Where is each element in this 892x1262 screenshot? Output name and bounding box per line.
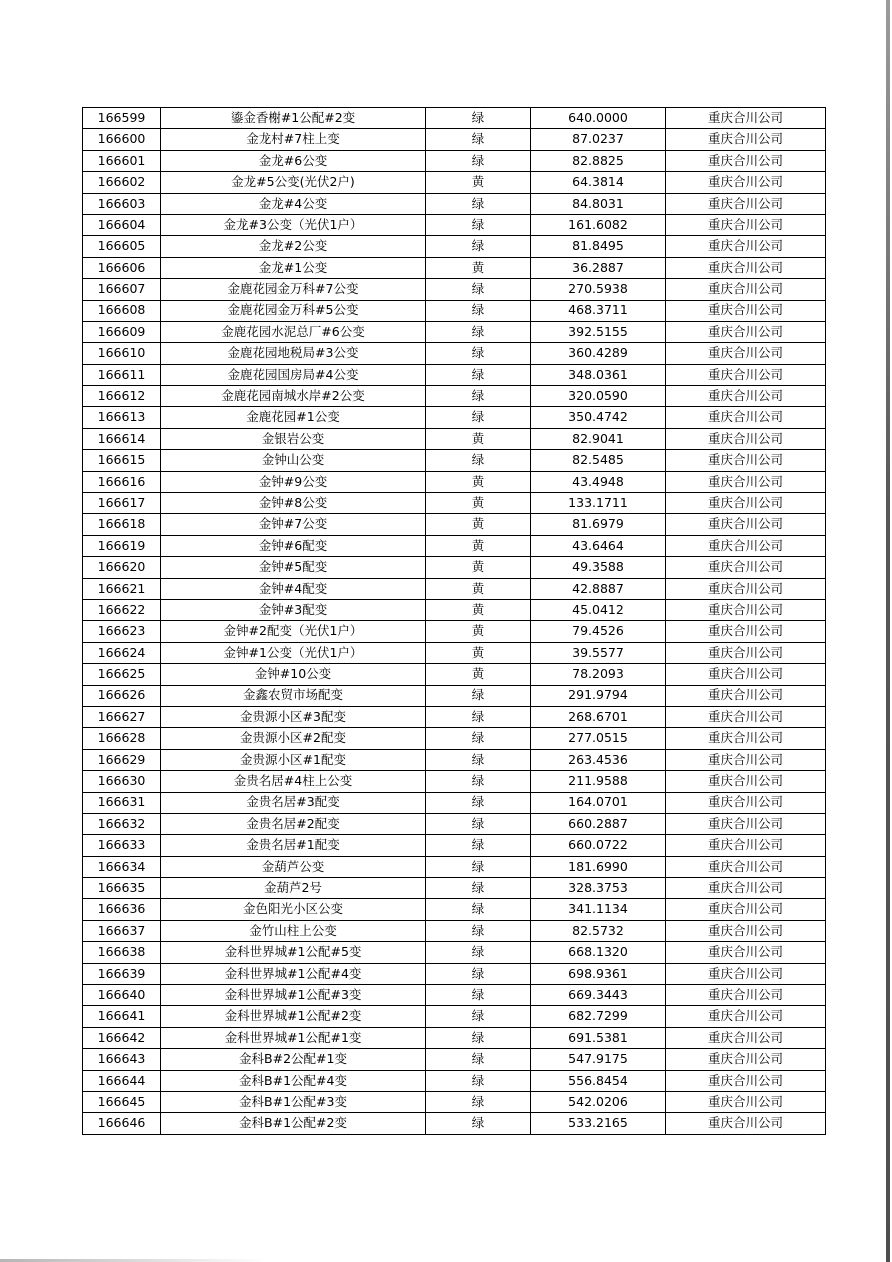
row-name-cell: 鎏金香榭#1公配#2变: [161, 108, 426, 129]
row-name-cell: 金钟山公变: [161, 450, 426, 471]
row-status-cell: 绿: [426, 1113, 531, 1134]
row-company-cell: 重庆合川公司: [666, 514, 826, 535]
row-name-cell: 金贵名居#2配变: [161, 813, 426, 834]
row-company-cell: 重庆合川公司: [666, 129, 826, 150]
row-id-cell: 166637: [83, 920, 161, 941]
row-company-cell: 重庆合川公司: [666, 1070, 826, 1091]
table-row: [83, 1070, 826, 1091]
row-company-cell: 重庆合川公司: [666, 1091, 826, 1112]
table-row: [83, 685, 826, 706]
row-company-cell: 重庆合川公司: [666, 493, 826, 514]
row-id-cell: 166602: [83, 172, 161, 193]
row-value-cell: 263.4536: [531, 749, 666, 770]
row-status-cell: 绿: [426, 129, 531, 150]
row-company-cell: 重庆合川公司: [666, 749, 826, 770]
table-row: [83, 1006, 826, 1027]
row-name-cell: 金竹山柱上公变: [161, 920, 426, 941]
row-status-cell: 绿: [426, 364, 531, 385]
row-id-cell: 166612: [83, 386, 161, 407]
row-name-cell: 金钟#9公变: [161, 471, 426, 492]
row-id-cell: 166613: [83, 407, 161, 428]
row-id-cell: 166629: [83, 749, 161, 770]
table-row: [83, 108, 826, 129]
row-company-cell: 重庆合川公司: [666, 557, 826, 578]
table-row: [83, 706, 826, 727]
row-status-cell: 绿: [426, 300, 531, 321]
row-status-cell: 绿: [426, 450, 531, 471]
table-row: [83, 386, 826, 407]
row-name-cell: 金鹿花园国房局#4公变: [161, 364, 426, 385]
table-row: [83, 493, 826, 514]
row-name-cell: 金鹿花园#1公变: [161, 407, 426, 428]
row-company-cell: 重庆合川公司: [666, 1027, 826, 1048]
row-company-cell: 重庆合川公司: [666, 578, 826, 599]
row-name-cell: 金葫芦公变: [161, 856, 426, 877]
row-id-cell: 166626: [83, 685, 161, 706]
row-id-cell: 166606: [83, 257, 161, 278]
row-value-cell: 660.0722: [531, 835, 666, 856]
row-company-cell: 重庆合川公司: [666, 257, 826, 278]
row-status-cell: 绿: [426, 771, 531, 792]
row-status-cell: 绿: [426, 899, 531, 920]
row-id-cell: 166614: [83, 428, 161, 449]
row-value-cell: 350.4742: [531, 407, 666, 428]
row-company-cell: 重庆合川公司: [666, 706, 826, 727]
row-value-cell: 533.2165: [531, 1113, 666, 1134]
row-status-cell: 绿: [426, 1049, 531, 1070]
row-status-cell: 绿: [426, 749, 531, 770]
row-company-cell: 重庆合川公司: [666, 471, 826, 492]
row-status-cell: 绿: [426, 963, 531, 984]
row-id-cell: 166630: [83, 771, 161, 792]
row-name-cell: 金龙#3公变（光伏1户）: [161, 214, 426, 235]
row-value-cell: 698.9361: [531, 963, 666, 984]
row-id-cell: 166615: [83, 450, 161, 471]
row-name-cell: 金科B#1公配#2变: [161, 1113, 426, 1134]
row-company-cell: 重庆合川公司: [666, 386, 826, 407]
row-name-cell: 金科B#1公配#3变: [161, 1091, 426, 1112]
row-id-cell: 166620: [83, 557, 161, 578]
table-row: [83, 899, 826, 920]
table-row: [83, 214, 826, 235]
table-row: [83, 813, 826, 834]
row-company-cell: 重庆合川公司: [666, 108, 826, 129]
row-value-cell: 360.4289: [531, 343, 666, 364]
table-row: [83, 279, 826, 300]
table-row: [83, 193, 826, 214]
row-id-cell: 166642: [83, 1027, 161, 1048]
row-value-cell: 268.6701: [531, 706, 666, 727]
row-status-cell: 绿: [426, 835, 531, 856]
row-name-cell: 金银岩公变: [161, 428, 426, 449]
row-name-cell: 金钟#6配变: [161, 535, 426, 556]
row-company-cell: 重庆合川公司: [666, 300, 826, 321]
table-row: [83, 642, 826, 663]
table-row: [83, 835, 826, 856]
row-status-cell: 黄: [426, 172, 531, 193]
row-status-cell: 绿: [426, 685, 531, 706]
row-status-cell: 绿: [426, 214, 531, 235]
row-name-cell: 金钟#7公变: [161, 514, 426, 535]
table-row: [83, 985, 826, 1006]
row-status-cell: 绿: [426, 108, 531, 129]
row-name-cell: 金钟#5配变: [161, 557, 426, 578]
row-status-cell: 绿: [426, 343, 531, 364]
row-id-cell: 166627: [83, 706, 161, 727]
row-value-cell: 133.1711: [531, 493, 666, 514]
row-company-cell: 重庆合川公司: [666, 343, 826, 364]
table-row: [83, 236, 826, 257]
row-value-cell: 49.3588: [531, 557, 666, 578]
row-id-cell: 166624: [83, 642, 161, 663]
row-value-cell: 82.9041: [531, 428, 666, 449]
row-name-cell: 金龙#1公变: [161, 257, 426, 278]
row-id-cell: 166622: [83, 599, 161, 620]
row-status-cell: 绿: [426, 1070, 531, 1091]
row-status-cell: 绿: [426, 856, 531, 877]
row-name-cell: 金贵源小区#2配变: [161, 728, 426, 749]
row-name-cell: 金科世界城#1公配#2变: [161, 1006, 426, 1027]
row-name-cell: 金钟#10公变: [161, 664, 426, 685]
row-company-cell: 重庆合川公司: [666, 856, 826, 877]
table-row: [83, 792, 826, 813]
table-row: [83, 257, 826, 278]
row-value-cell: 320.0590: [531, 386, 666, 407]
row-name-cell: 金钟#3配变: [161, 599, 426, 620]
row-value-cell: 682.7299: [531, 1006, 666, 1027]
row-status-cell: 绿: [426, 706, 531, 727]
row-name-cell: 金龙#4公变: [161, 193, 426, 214]
row-id-cell: 166623: [83, 621, 161, 642]
table-row: [83, 878, 826, 899]
row-id-cell: 166608: [83, 300, 161, 321]
row-name-cell: 金龙#2公变: [161, 236, 426, 257]
row-company-cell: 重庆合川公司: [666, 942, 826, 963]
row-id-cell: 166607: [83, 279, 161, 300]
row-value-cell: 270.5938: [531, 279, 666, 300]
row-value-cell: 82.5485: [531, 450, 666, 471]
row-value-cell: 43.6464: [531, 535, 666, 556]
table-row: [83, 450, 826, 471]
row-id-cell: 166604: [83, 214, 161, 235]
row-company-cell: 重庆合川公司: [666, 407, 826, 428]
row-value-cell: 542.0206: [531, 1091, 666, 1112]
row-id-cell: 166619: [83, 535, 161, 556]
table-body: [83, 108, 826, 1135]
row-id-cell: 166605: [83, 236, 161, 257]
row-status-cell: 黄: [426, 557, 531, 578]
row-status-cell: 绿: [426, 792, 531, 813]
row-name-cell: 金钟#8公变: [161, 493, 426, 514]
row-company-cell: 重庆合川公司: [666, 920, 826, 941]
row-company-cell: 重庆合川公司: [666, 664, 826, 685]
row-id-cell: 166611: [83, 364, 161, 385]
row-company-cell: 重庆合川公司: [666, 428, 826, 449]
row-company-cell: 重庆合川公司: [666, 685, 826, 706]
table-row: [83, 150, 826, 171]
row-status-cell: 绿: [426, 878, 531, 899]
row-status-cell: 黄: [426, 642, 531, 663]
row-id-cell: 166633: [83, 835, 161, 856]
row-name-cell: 金贵名居#3配变: [161, 792, 426, 813]
row-id-cell: 166645: [83, 1091, 161, 1112]
row-id-cell: 166599: [83, 108, 161, 129]
row-name-cell: 金钟#1公变（光伏1户）: [161, 642, 426, 663]
row-company-cell: 重庆合川公司: [666, 835, 826, 856]
row-company-cell: 重庆合川公司: [666, 771, 826, 792]
row-id-cell: 166639: [83, 963, 161, 984]
row-name-cell: 金科B#2公配#1变: [161, 1049, 426, 1070]
table-row: [83, 856, 826, 877]
row-id-cell: 166610: [83, 343, 161, 364]
row-company-cell: 重庆合川公司: [666, 1113, 826, 1134]
table-row: [83, 535, 826, 556]
row-id-cell: 166618: [83, 514, 161, 535]
row-value-cell: 181.6990: [531, 856, 666, 877]
table-row: [83, 621, 826, 642]
row-company-cell: 重庆合川公司: [666, 1049, 826, 1070]
table-row: [83, 578, 826, 599]
row-name-cell: 金科世界城#1公配#1变: [161, 1027, 426, 1048]
row-value-cell: 348.0361: [531, 364, 666, 385]
row-name-cell: 金鑫农贸市场配变: [161, 685, 426, 706]
table-row: [83, 300, 826, 321]
row-name-cell: 金科世界城#1公配#3变: [161, 985, 426, 1006]
row-value-cell: 668.1320: [531, 942, 666, 963]
row-name-cell: 金龙#5公变(光伏2户): [161, 172, 426, 193]
row-value-cell: 164.0701: [531, 792, 666, 813]
row-id-cell: 166625: [83, 664, 161, 685]
row-value-cell: 211.9588: [531, 771, 666, 792]
row-name-cell: 金葫芦2号: [161, 878, 426, 899]
row-status-cell: 黄: [426, 664, 531, 685]
page-edge-shadow-right: [886, 0, 890, 1262]
row-name-cell: 金龙#6公变: [161, 150, 426, 171]
table-row: [83, 664, 826, 685]
row-status-cell: 绿: [426, 407, 531, 428]
row-status-cell: 绿: [426, 985, 531, 1006]
row-status-cell: 绿: [426, 813, 531, 834]
row-value-cell: 341.1134: [531, 899, 666, 920]
row-id-cell: 166643: [83, 1049, 161, 1070]
row-status-cell: 绿: [426, 728, 531, 749]
row-status-cell: 黄: [426, 514, 531, 535]
row-status-cell: 黄: [426, 535, 531, 556]
table-row: [83, 129, 826, 150]
row-status-cell: 绿: [426, 1091, 531, 1112]
row-company-cell: 重庆合川公司: [666, 193, 826, 214]
row-status-cell: 绿: [426, 279, 531, 300]
row-name-cell: 金科世界城#1公配#4变: [161, 963, 426, 984]
row-name-cell: 金鹿花园地税局#3公变: [161, 343, 426, 364]
table-row: [83, 1113, 826, 1134]
row-company-cell: 重庆合川公司: [666, 150, 826, 171]
table-row: [83, 1027, 826, 1048]
row-value-cell: 468.3711: [531, 300, 666, 321]
row-id-cell: 166628: [83, 728, 161, 749]
row-status-cell: 绿: [426, 150, 531, 171]
row-name-cell: 金色阳光小区公变: [161, 899, 426, 920]
row-status-cell: 黄: [426, 578, 531, 599]
row-value-cell: 82.8825: [531, 150, 666, 171]
row-company-cell: 重庆合川公司: [666, 878, 826, 899]
table-row: [83, 771, 826, 792]
row-id-cell: 166638: [83, 942, 161, 963]
table-row: [83, 920, 826, 941]
row-value-cell: 36.2887: [531, 257, 666, 278]
table-row: [83, 749, 826, 770]
row-status-cell: 黄: [426, 621, 531, 642]
row-value-cell: 81.6979: [531, 514, 666, 535]
table-row: [83, 514, 826, 535]
row-status-cell: 绿: [426, 193, 531, 214]
row-company-cell: 重庆合川公司: [666, 813, 826, 834]
row-id-cell: 166636: [83, 899, 161, 920]
table-row: [83, 963, 826, 984]
row-value-cell: 79.4526: [531, 621, 666, 642]
row-value-cell: 45.0412: [531, 599, 666, 620]
row-value-cell: 161.6082: [531, 214, 666, 235]
row-name-cell: 金钟#2配变（光伏1户）: [161, 621, 426, 642]
transformer-data-table: [82, 107, 826, 1135]
row-value-cell: 43.4948: [531, 471, 666, 492]
table-row: [83, 343, 826, 364]
table-row: [83, 728, 826, 749]
row-value-cell: 277.0515: [531, 728, 666, 749]
row-name-cell: 金鹿花园金万科#7公变: [161, 279, 426, 300]
row-id-cell: 166621: [83, 578, 161, 599]
table-row: [83, 321, 826, 342]
row-company-cell: 重庆合川公司: [666, 899, 826, 920]
table-row: [83, 364, 826, 385]
row-value-cell: 78.2093: [531, 664, 666, 685]
row-value-cell: 64.3814: [531, 172, 666, 193]
row-value-cell: 328.3753: [531, 878, 666, 899]
row-value-cell: 392.5155: [531, 321, 666, 342]
row-name-cell: 金鹿花园水泥总厂#6公变: [161, 321, 426, 342]
table-row: [83, 942, 826, 963]
row-company-cell: 重庆合川公司: [666, 792, 826, 813]
row-id-cell: 166631: [83, 792, 161, 813]
row-status-cell: 黄: [426, 493, 531, 514]
row-company-cell: 重庆合川公司: [666, 364, 826, 385]
row-value-cell: 556.8454: [531, 1070, 666, 1091]
row-id-cell: 166641: [83, 1006, 161, 1027]
row-value-cell: 82.5732: [531, 920, 666, 941]
row-company-cell: 重庆合川公司: [666, 985, 826, 1006]
row-company-cell: 重庆合川公司: [666, 621, 826, 642]
row-company-cell: 重庆合川公司: [666, 279, 826, 300]
row-company-cell: 重庆合川公司: [666, 642, 826, 663]
row-value-cell: 87.0237: [531, 129, 666, 150]
table-row: [83, 471, 826, 492]
row-id-cell: 166634: [83, 856, 161, 877]
table-row: [83, 1049, 826, 1070]
table-row: [83, 407, 826, 428]
row-status-cell: 绿: [426, 236, 531, 257]
row-id-cell: 166646: [83, 1113, 161, 1134]
row-id-cell: 166644: [83, 1070, 161, 1091]
row-name-cell: 金钟#4配变: [161, 578, 426, 599]
row-status-cell: 绿: [426, 920, 531, 941]
row-name-cell: 金科世界城#1公配#5变: [161, 942, 426, 963]
row-status-cell: 绿: [426, 1027, 531, 1048]
row-status-cell: 绿: [426, 321, 531, 342]
row-value-cell: 84.8031: [531, 193, 666, 214]
row-company-cell: 重庆合川公司: [666, 1006, 826, 1027]
row-company-cell: 重庆合川公司: [666, 535, 826, 556]
row-company-cell: 重庆合川公司: [666, 172, 826, 193]
row-company-cell: 重庆合川公司: [666, 963, 826, 984]
row-value-cell: 291.9794: [531, 685, 666, 706]
row-company-cell: 重庆合川公司: [666, 321, 826, 342]
row-id-cell: 166640: [83, 985, 161, 1006]
row-value-cell: 640.0000: [531, 108, 666, 129]
row-value-cell: 660.2887: [531, 813, 666, 834]
row-name-cell: 金贵源小区#3配变: [161, 706, 426, 727]
row-value-cell: 669.3443: [531, 985, 666, 1006]
row-id-cell: 166603: [83, 193, 161, 214]
row-value-cell: 42.8887: [531, 578, 666, 599]
row-status-cell: 绿: [426, 386, 531, 407]
row-value-cell: 691.5381: [531, 1027, 666, 1048]
row-value-cell: 81.8495: [531, 236, 666, 257]
table-row: [83, 428, 826, 449]
row-company-cell: 重庆合川公司: [666, 214, 826, 235]
row-status-cell: 黄: [426, 428, 531, 449]
row-status-cell: 绿: [426, 942, 531, 963]
row-id-cell: 166635: [83, 878, 161, 899]
row-value-cell: 547.9175: [531, 1049, 666, 1070]
row-company-cell: 重庆合川公司: [666, 450, 826, 471]
row-name-cell: 金科B#1公配#4变: [161, 1070, 426, 1091]
table-row: [83, 1091, 826, 1112]
table-row: [83, 172, 826, 193]
table-row: [83, 557, 826, 578]
row-status-cell: 绿: [426, 1006, 531, 1027]
row-id-cell: 166616: [83, 471, 161, 492]
row-company-cell: 重庆合川公司: [666, 236, 826, 257]
row-company-cell: 重庆合川公司: [666, 728, 826, 749]
row-name-cell: 金贵名居#1配变: [161, 835, 426, 856]
row-id-cell: 166609: [83, 321, 161, 342]
row-name-cell: 金鹿花园南城水岸#2公变: [161, 386, 426, 407]
row-name-cell: 金鹿花园金万科#5公变: [161, 300, 426, 321]
row-id-cell: 166600: [83, 129, 161, 150]
row-value-cell: 39.5577: [531, 642, 666, 663]
row-name-cell: 金龙村#7柱上变: [161, 129, 426, 150]
row-id-cell: 166632: [83, 813, 161, 834]
row-id-cell: 166617: [83, 493, 161, 514]
row-status-cell: 黄: [426, 599, 531, 620]
table-row: [83, 599, 826, 620]
row-status-cell: 黄: [426, 257, 531, 278]
row-company-cell: 重庆合川公司: [666, 599, 826, 620]
row-status-cell: 黄: [426, 471, 531, 492]
row-id-cell: 166601: [83, 150, 161, 171]
row-name-cell: 金贵源小区#1配变: [161, 749, 426, 770]
row-name-cell: 金贵名居#4柱上公变: [161, 771, 426, 792]
